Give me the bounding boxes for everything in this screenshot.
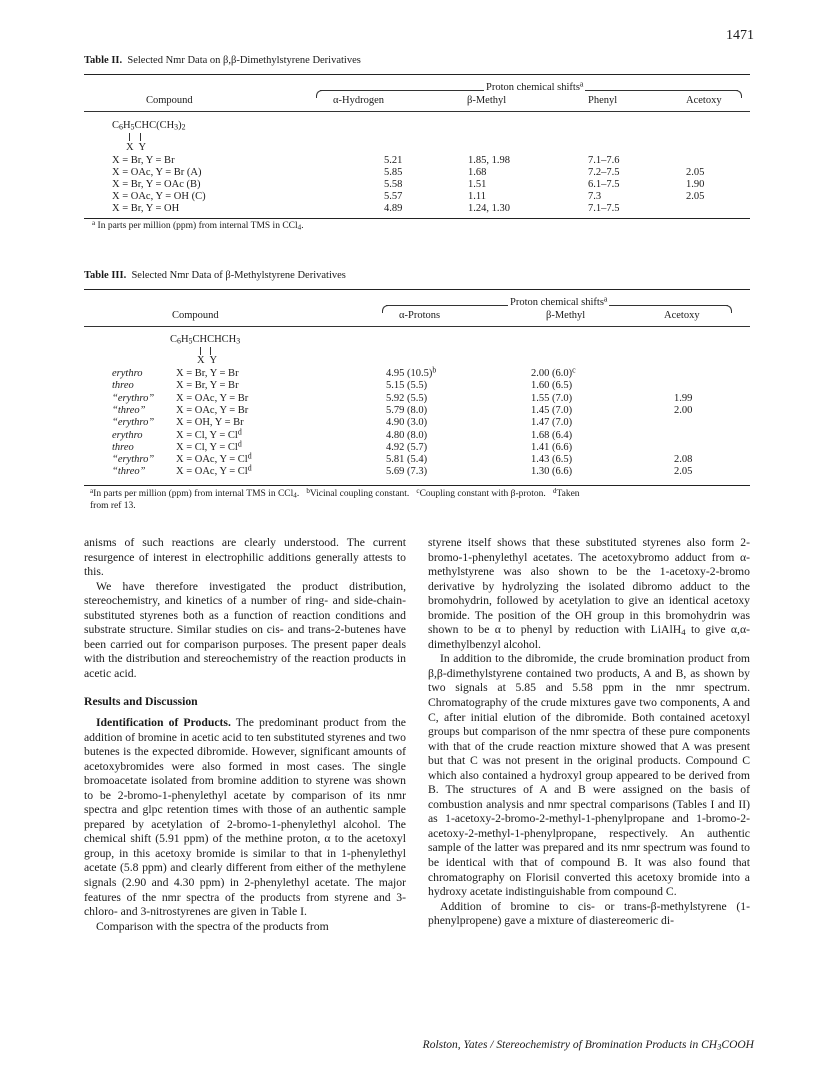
table3-cell-config: “erythro”: [112, 454, 155, 466]
table3-cell-acetoxy: 2.00: [674, 404, 693, 416]
table3-cell-alpha: 4.90 (3.0): [386, 417, 428, 429]
table3-cell-beta: 1.41 (6.6): [531, 441, 573, 453]
table2-cell-compound: X = Br, Y = OH: [112, 203, 180, 215]
table3-cell-compound: X = OAc, Y = Br: [176, 392, 249, 404]
table3-cell-alpha: 5.79 (8.0): [386, 404, 428, 416]
left-paragraph-3: Identification of Products. The predominant product from the addition of bromine in acetic acid to ten substituted styrenes and two butenes is the expected dibromide. However, significant amounts of acetoxybromides were also formed in most cases. The single bromoacetate isolated from bromine addition to styrene was shown to be 2-bromo-1-phenylethyl acetate by comparison of its nmr spectra and glpc retention times with those of an authentic sample prepared by acetylation of 2-bromo-1-phenylethyl alcohol. The chemical shift (5.91 ppm) of the methine proton, α to the acetoxyl group, in this acetoxy bromide is similar to that in 1-phenylethyl acetate (5.8 ppm) and clearly different from either of the methylene signals (2.90 and 4.30 ppm) in 2-phenylethyl acetate. The major features of the nmr spectra of the products from styrene and 3-chloro- and 3-nitrostyrenes are given in Table I.: [84, 716, 406, 919]
table3-footnotes: [90, 488, 750, 512]
table3-cell-beta: 2.00 $(6.0)^c$: [531, 365, 576, 379]
table2-cell-alpha: 5.58: [384, 179, 403, 191]
table3-cell-compound: X = Br, Y = Br: [176, 380, 239, 392]
table3-cell-beta: 1.68 (6.4): [531, 429, 573, 441]
right-paragraph-2: In addition to the dibromide, the crude bromination product from β,β-dimethylstyrene contained two products, A and B, as shown by two signals at 5.85 and 5.58 ppm in the nmr spectrum. Chromatography of the crude mixtures gave two components, A and C, after initial elution of the dibromide. Both contained acetoxyl groups but comparison of the nmr spectra of these pure components with that of the crude reaction mixture showed that A was present but that C was not present in the original products. Compound C which also contained a hydroxyl group appeared to be derived from B. The structures of A and B were assigned on the basis of combustion analysis and nmr spectral comparisons (Tables I and II) as 1-acetoxy-2-bromo-2-methyl-1-phenylpropane and 1-bromo-2-acetoxy-2-methyl-1-phenylpropane, respectively. An authentic sample of the latter was prepared and its nmr spectrum was found to be identical with that of compound B. It was also found that chromatography on Florisil converted this acetoxy bromide into a hydroxy acetate indistinguishable from compound C.: [428, 652, 750, 899]
table3-cell-config: erythro: [112, 429, 143, 441]
table2-cell-beta: 1.11: [468, 191, 486, 203]
table2-cell-phenyl: 7.2–7.5: [588, 167, 620, 179]
table3-cell-alpha: 4.95 $(10.5)^b$: [386, 365, 437, 379]
table3-cell-config: “erythro”: [112, 392, 155, 404]
table3-cell-compound: X = OAc, $Y = Cl^d$: [176, 463, 252, 478]
table2-header-rule: [84, 111, 750, 112]
table2-caption: [84, 55, 361, 66]
table2-cell-alpha: 5.21: [384, 155, 403, 166]
table3-bond-x: [200, 347, 201, 355]
table2-cell-compound: X = Br, Y = OAc (B): [112, 179, 201, 191]
right-paragraph-1: styrene itself shows that these substituted styrenes also form 2-bromo-1-phenylethyl acetates. The acetoxybromo adduct from α-methylstyrene was also shown to be the 1-acetoxy-2-bromo derivative by hydrolyzing the isolated dibromo adduct to the bromohydrin, followed by acetylation to give an identical acetoxy bromide. The position of the OH group in this bromohydrin was shown to be α to phenyl by reduction with LiAlH$_4$ to give α,α-dimethylbenzyl alcohol.: [428, 536, 750, 651]
table3-col-beta: β-Methyl: [546, 310, 586, 321]
table3-cell-compound: X = Cl, $Y = Cl^d$: [176, 439, 242, 453]
table3-cell-config: “erythro”: [112, 417, 155, 429]
table3-bond-y: [210, 347, 211, 355]
table2-caption-label: Table II.: [84, 55, 123, 66]
table2-cell-beta: 1.51: [468, 179, 487, 191]
running-footer: Rolston, Yates / Stereochemistry of Bromination Products in $CH_3COOH$: [422, 1039, 754, 1052]
table3-cell-alpha: 4.92 (5.7): [386, 441, 428, 453]
table3-cell-beta: 1.60 (6.5): [531, 380, 573, 392]
table3-formula: $C_6H_5CHCHCH_3$: [170, 334, 241, 346]
table3-formula-xy: X Y: [197, 355, 218, 366]
table2-cell-phenyl: 7.1–7.6: [588, 155, 620, 166]
left-paragraph-4: Comparison with the spectra of the products from: [96, 919, 329, 933]
table3-cell-acetoxy: 2.08: [674, 454, 693, 466]
section-heading: Results and Discussion: [84, 695, 198, 709]
table2-col-phenyl: Phenyl: [588, 95, 618, 106]
table2-col-compound: Compound: [146, 95, 193, 106]
table3-caption: [84, 270, 346, 281]
table3-cell-config: “threo”: [112, 466, 146, 478]
table3-group-header: Proton chemical shifts$^a$: [510, 294, 608, 308]
table2-cell-beta: 1.85, 1.98: [468, 155, 510, 166]
left-column: [84, 536, 406, 934]
runin-heading: Identification of Products.: [96, 716, 231, 730]
table2-cell-compound: X = OAc, Y = OH (C): [112, 191, 206, 203]
table3-cell-compound: X = OH, Y = Br: [176, 417, 244, 429]
table3-caption-label: Table III.: [84, 270, 127, 281]
table2-top-rule: [84, 74, 750, 75]
table2-cell-alpha: 5.85: [384, 167, 403, 179]
table3-top-rule: [84, 289, 750, 290]
table3-col-compound: Compound: [172, 310, 219, 321]
table3-footnote-b: $^b$Vicinal coupling constant.: [306, 486, 410, 499]
table2-cell-acetoxy: 2.05: [686, 167, 705, 179]
table2-bond-x: [129, 133, 130, 141]
table3-cell-config: threo: [112, 441, 134, 453]
table2-cell-compound: X = Br, Y = Br: [112, 155, 175, 166]
table3-col-acetoxy: Acetoxy: [664, 310, 700, 321]
right-column: [428, 536, 750, 929]
table2-formula: $C_6H_5CHC(CH_3)_2$: [112, 120, 186, 132]
table3-cell-compound: X = OAc, Y = Br: [176, 404, 249, 416]
page-number: 1471: [726, 28, 754, 43]
table2-col-acetoxy: Acetoxy: [686, 95, 722, 106]
table3-cell-alpha: 4.80 (8.0): [386, 429, 428, 441]
table3-cell-config: erythro: [112, 368, 143, 379]
table2-col-beta: β-Methyl: [467, 95, 507, 106]
table3-cell-beta: 1.55 (7.0): [531, 392, 573, 404]
table3-cell-acetoxy: 1.99: [674, 392, 693, 404]
table2-group-header: Proton chemical shifts$^a$: [486, 79, 584, 93]
table2-cell-alpha: 5.57: [384, 191, 403, 203]
table3-cell-alpha: 5.92 (5.5): [386, 392, 428, 404]
table2-cell-alpha: 4.89: [384, 203, 403, 215]
table3-cell-config: “threo”: [112, 404, 146, 416]
table2-cell-phenyl: 7.1–7.5: [588, 203, 620, 215]
table2-caption-text: Selected Nmr Data on β,β-Dimethylstyrene Derivatives: [127, 55, 361, 66]
table2-cell-beta: 1.24, 1.30: [468, 203, 510, 215]
table3-cell-beta: 1.47 (7.0): [531, 417, 573, 429]
table3-cell-compound: X = OAc, $Y = Cl^d$: [176, 451, 252, 466]
table3-cell-beta: 1.43 (6.5): [531, 454, 573, 466]
table3-cell-compound: X = Br, Y = Br: [176, 368, 239, 379]
table3-cell-alpha: 5.15 (5.5): [386, 380, 428, 392]
left-paragraph-1: anisms of such reactions are clearly understood. The current resurgence of interest in electrophilic additions generally attests to this.: [84, 536, 406, 579]
table2-cell-phenyl: 7.3: [588, 191, 602, 203]
left-paragraph-2: We have therefore investigated the product distribution, stereochemistry, and kinetics of a number of ring- and side-chain-substituted styrenes both as a function of reaction conditions and substrate structure. Similar studies on cis- and trans-2-butenes have been carried out for comparison purposes. The present paper deals with the distribution and stereochemistry of the reaction products in acetic acid.: [84, 579, 406, 680]
table2-bottom-rule: [84, 218, 750, 219]
table3-caption-text: Selected Nmr Data of β-Methylstyrene Derivatives: [131, 270, 346, 281]
table3-footnote-d: $^d$Taken from ref 13.: [90, 486, 580, 511]
table3-footnote-a: $^a$In parts per million (ppm) from internal TMS in CCl$_4$.: [90, 486, 300, 500]
table3-cell-config: threo: [112, 380, 134, 392]
table2-col-alpha: α-Hydrogen: [333, 95, 384, 106]
table2-cell-acetoxy: 2.05: [686, 191, 705, 203]
table2-cell-compound: X = OAc, Y = Br (A): [112, 167, 202, 179]
table2-footnote: $^a$ In parts per million (ppm) from internal TMS in CCl$_4$.: [92, 218, 304, 232]
right-paragraph-3: Addition of bromine to cis- or trans-β-methylstyrene (1-phenylpropene) gave a mixture of diastereomeric di-: [428, 899, 750, 928]
table2-cell-phenyl: 6.1–7.5: [588, 179, 620, 191]
table2-bond-y: [140, 133, 141, 141]
table3-col-alpha: α-Protons: [399, 310, 441, 321]
table3-cell-compound: X = Cl, $Y = Cl^d$: [176, 426, 242, 441]
table3-cell-alpha: 5.69 (7.3): [386, 466, 428, 478]
table2-formula-xy: X Y: [126, 142, 147, 153]
table3-cell-alpha: 5.81 (5.4): [386, 454, 428, 466]
table3-cell-beta: 1.30 (6.6): [531, 466, 573, 478]
table2-cell-beta: 1.68: [468, 167, 487, 179]
table3-cell-acetoxy: 2.05: [674, 466, 693, 478]
table2-cell-acetoxy: 1.90: [686, 179, 705, 191]
table3-footnote-c: $^c$Coupling constant with β-proton.: [416, 486, 546, 499]
table3-cell-beta: 1.45 (7.0): [531, 404, 573, 416]
table3-header-rule: [84, 326, 750, 327]
